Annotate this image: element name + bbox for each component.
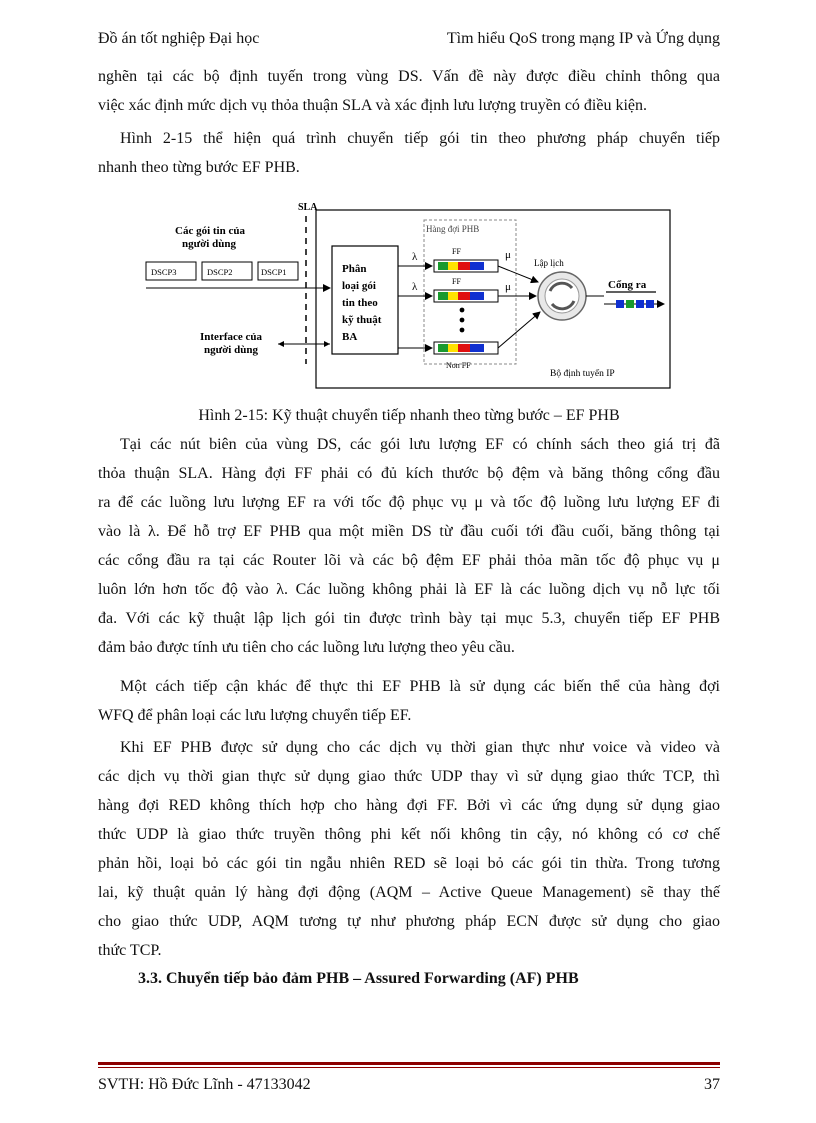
ellipsis-dot [460, 328, 465, 333]
interface-arrow-left [278, 341, 284, 347]
text-line: WFQ để phân loại các lưu lượng chuyển tiếp EF. [98, 707, 412, 724]
mu-2: μ [505, 281, 511, 293]
text-line: luôn lớn hơn tốc độ vào λ. Các luồng không phải là EF là các luồng dịch vụ nỗ lực tối [98, 581, 720, 598]
text-line: phản hồi, loại bỏ các gói tin ngẫu nhiên RED sẽ loại bỏ các gói tin thừa. Trong tương [98, 855, 720, 872]
classifier-line-1: Phân [342, 263, 367, 275]
interface-label-2: người dùng [204, 344, 258, 356]
text-line: các cổng đầu ra tại các Router lõi và các bộ đệm EF phải thỏa mãn tốc độ phục vụ μ [98, 552, 720, 569]
text-line: Khi EF PHB được sử dụng cho các dịch vụ thời gian thực như voice và video và [120, 739, 720, 756]
scheduler-icon [538, 272, 586, 320]
text-line: ra để các luồng lưu lượng EF ra với tốc độ phục vụ μ và tốc độ luồng lưu lượng EF đi [98, 494, 720, 511]
dscp2-label: DSCP2 [207, 267, 233, 277]
text-line: việc xác định mức dịch vụ thỏa thuận SLA và xác định lưu lượng truyền có điều kiện. [98, 97, 648, 114]
section-heading: 3.3. Chuyển tiếp bảo đảm PHB – Assured Forwarding (AF) PHB [138, 970, 579, 987]
text-line: nghẽn tại các bộ định tuyến trong vùng DS. Vấn đề này được điều chỉnh thông qua [98, 68, 720, 85]
queue2-buffer [434, 290, 498, 302]
paragraph-1 [98, 62, 720, 120]
classifier-line-4: kỹ thuật [342, 314, 382, 326]
sla-label: SLA [298, 202, 318, 213]
text-line: nhanh theo từng bước EF PHB. [98, 159, 300, 176]
lambda-1: λ [412, 251, 418, 263]
text-line: cho giao thức UDP, AQM tương tự như phương pháp ECN được sử dụng cho giao [98, 913, 720, 930]
classifier-line-2: loại gói [342, 280, 376, 292]
router-label: Bộ định tuyến IP [550, 369, 615, 379]
nonff-label: Non FF [446, 361, 471, 370]
ellipsis-dot [460, 308, 465, 313]
paragraph-2 [98, 124, 720, 182]
text-line: Hình 2-15 thể hiện quá trình chuyển tiếp gói tin theo phương pháp chuyển tiếp [120, 130, 720, 147]
text-line: đa. Với các kỹ thuật lập lịch gói tin được trình bày tại mục 5.3, chuyển tiếp EF PHB [98, 610, 720, 627]
text-line: Một cách tiếp cận khác để thực thi EF PHB là sử dụng các biến thể của hàng đợi [120, 678, 720, 695]
queue3-buffer [434, 342, 498, 354]
footer-rule-thin [98, 1067, 720, 1068]
paragraph-3 [98, 430, 720, 662]
lambda-2: λ [412, 281, 418, 293]
figure-caption: Hình 2-15: Kỹ thuật chuyển tiếp nhanh theo từng bước – EF PHB [198, 407, 620, 424]
text-line: vào là λ. Để hỗ trợ EF PHB qua một miền DS từ đầu cuối tới đầu cuối, băng thông tại [98, 523, 720, 540]
packets-title-1: Các gói tin của [175, 225, 245, 237]
text-line: thức TCP. [98, 942, 162, 959]
page-number: 37 [704, 1076, 720, 1093]
paragraph-4 [98, 672, 720, 730]
queue1-label: FF [452, 247, 461, 256]
classifier-line-3: tin theo [342, 297, 378, 309]
dscp3-label: DSCP3 [151, 267, 177, 277]
output-label: Cổng ra [608, 279, 647, 291]
packets-title-2: người dùng [182, 238, 236, 250]
page-header [98, 30, 720, 54]
interface-label-1: Interface của [200, 331, 263, 343]
queue-title: Hàng đợi PHB [426, 224, 480, 234]
header-left: Đồ án tốt nghiệp Đại học [98, 30, 260, 47]
queue1-out-arrow [498, 266, 538, 282]
dscp1-label: DSCP1 [261, 267, 287, 277]
ef-phb-diagram [142, 196, 674, 392]
queue2-label: FF [452, 277, 461, 286]
mu-1: μ [505, 249, 511, 261]
classifier-line-5: BA [342, 331, 358, 343]
ellipsis-dot [460, 318, 465, 323]
queue1-buffer [434, 260, 498, 272]
interface-arrow-right [324, 341, 330, 347]
scheduler-label: Lập lịch [534, 258, 564, 268]
footer-rule-thick [98, 1062, 720, 1065]
header-right: Tìm hiểu QoS trong mạng IP và Ứng dụng [446, 30, 720, 47]
text-line: hàng đợi RED không thích hợp cho hàng đợi FF. Bởi vì các ứng dụng sử dụng giao [98, 797, 720, 814]
footer-author: SVTH: Hồ Đức Lĩnh - 47133042 [98, 1076, 311, 1093]
text-line: Tại các nút biên của vùng DS, các gói lưu lượng EF có chính sách theo giá trị đã [120, 436, 720, 453]
page-footer [98, 1076, 720, 1094]
text-line: đảm bảo được tính ưu tiên cho các luồng lưu lượng theo yêu cầu. [98, 639, 515, 656]
text-line: thức UDP là giao thức truyền thông phi kết nối không tin cậy, nó không có cơ chế [98, 826, 720, 843]
paragraph-5 [98, 733, 720, 965]
text-line: các dịch vụ thời gian thực sử dụng giao thức UDP thay vì sử dụng giao thức TCP, thì [98, 768, 720, 785]
text-line: thỏa thuận SLA. Hàng đợi FF phải có đủ kích thước bộ đệm và băng thông cổng đầu [98, 465, 720, 482]
text-line: lai, kỹ thuật quản lý hàng đợi động (AQM – Active Queue Management) sẽ thay thế [98, 884, 720, 901]
queue3-out-arrow [498, 312, 540, 348]
